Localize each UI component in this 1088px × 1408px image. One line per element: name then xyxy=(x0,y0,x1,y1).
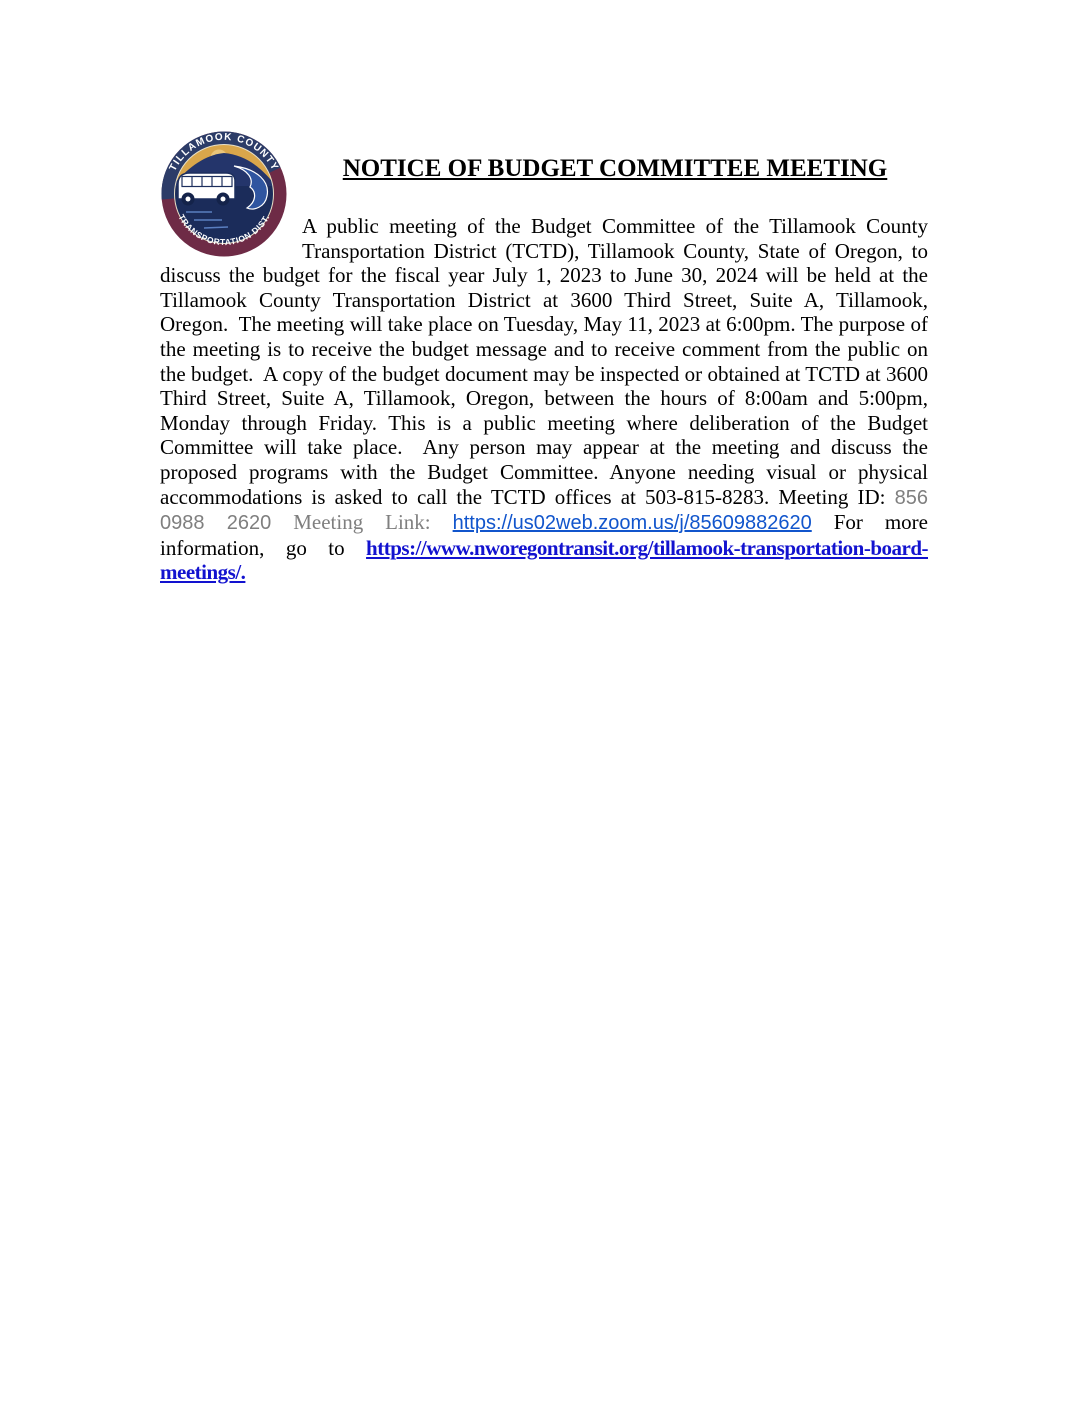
board-meetings-link[interactable]: https://www.nworegontransit.org/tillamook-transportation-board-meetings/. xyxy=(160,535,928,585)
notice-title: NOTICE OF BUDGET COMMITTEE MEETING xyxy=(342,155,888,182)
more-info-text: For more information, go to xyxy=(160,510,934,560)
logo-top-text: TILLAMOOK COUNTY xyxy=(167,131,281,173)
notice-body-paragraph xyxy=(160,214,934,585)
body-main-text: A public meeting of the Budget Committee of the Tillamook County Transportation District (TCTD), Tillamook County, State of Oregon, to discuss the budget for the fiscal year July 1, 2023 to June 30, 2024 will be held at the Tillamook County Transportation District at 3600 Third Street, Suite A, Tillamook, Oregon. The meeting will take place on Tuesday, May 11, 2023 at 6:00pm. The purpose of the meeting is to receive the budget message and to receive comment from the public on the budget. A copy of the budget document may be inspected or obtained at TCTD at 3600 Third Street, Suite A, Tillamook, Oregon, between the hours of 8:00am and 5:00pm, Monday through Friday. This is a public meeting where deliberation of the Budget Committee will take place. Any person may appear at the meeting and discuss the proposed programs with the Budget Committee. Anyone needing visual or physical accommodations is asked to call the TCTD offices at 503-815-8283. Meeting ID: xyxy=(160,214,934,509)
zoom-meeting-link[interactable]: https://us02web.zoom.us/j/85609882620 xyxy=(452,512,812,535)
meeting-link-label: Meeting Link: xyxy=(271,510,453,535)
tillamook-transportation-district-logo xyxy=(160,128,288,262)
meeting-id-value: 856 0988 2620 xyxy=(160,486,934,535)
bus-and-wave-logo-icon xyxy=(160,128,288,262)
logo-bottom-text: TRANSPORTATION DIST. xyxy=(176,212,272,248)
